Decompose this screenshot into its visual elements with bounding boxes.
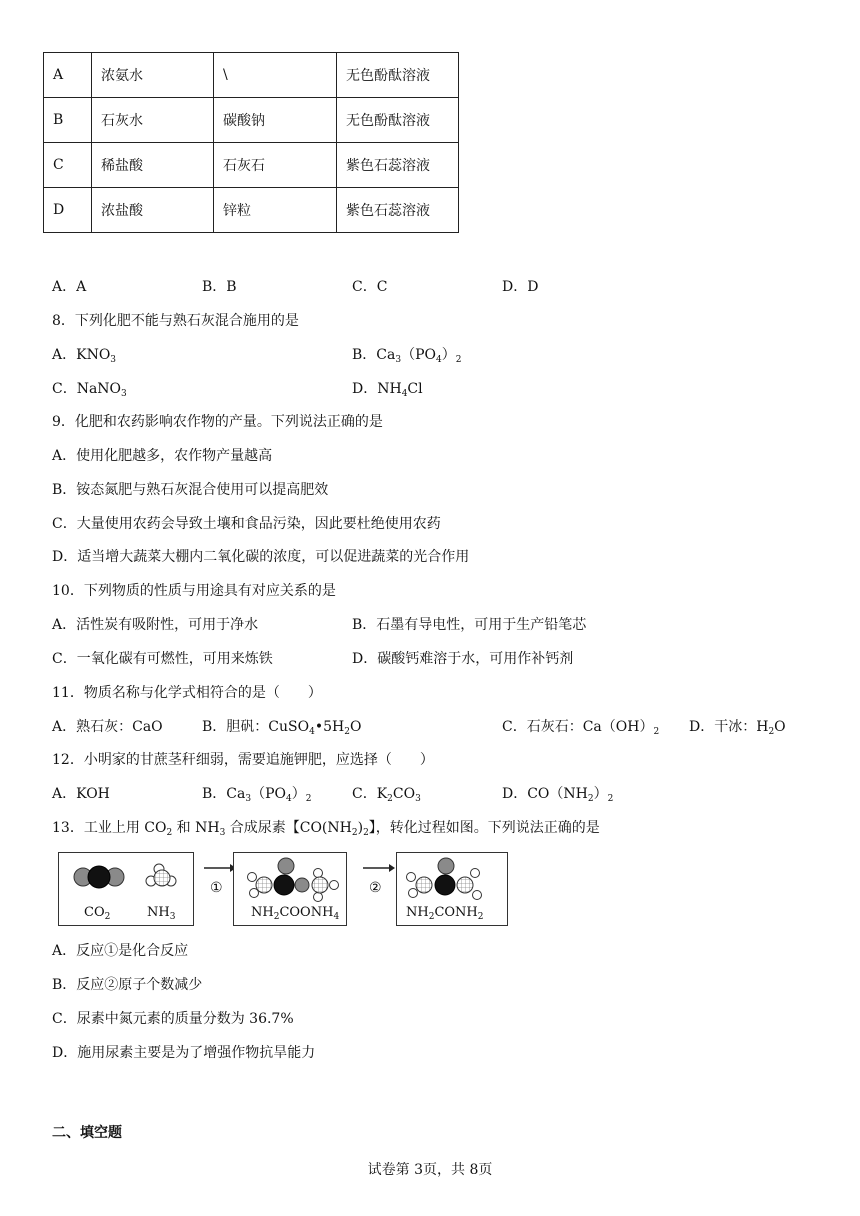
option-b[interactable]: B．胆矾：$CuSO_4•5H_2O$: [202, 719, 362, 737]
option-c[interactable]: C．一氧化碳有可燃性，可用来炼铁: [52, 651, 273, 667]
table-cell: 紫色石蕊溶液: [337, 143, 459, 188]
option-c[interactable]: C．C: [352, 279, 388, 295]
table-cell: \: [214, 53, 337, 98]
option-b[interactable]: B．B: [202, 279, 237, 295]
option-b[interactable]: B．石墨有导电性，可用于生产铅笔芯: [352, 617, 587, 633]
option-b[interactable]: B．铵态氮肥与熟石灰混合使用可以提高肥效: [52, 482, 329, 498]
option-a[interactable]: A．使用化肥越多，农作物产量越高: [52, 448, 273, 464]
question8-stem: 8．下列化肥不能与熟石灰混合施用的是: [52, 313, 299, 329]
option-d[interactable]: D．适当增大蔬菜大棚内二氧化碳的浓度，可以促进蔬菜的光合作用: [52, 549, 470, 565]
table-row: [44, 53, 459, 98]
option-c[interactable]: C．尿素中氮元素的质量分数为 36.7%: [52, 1011, 294, 1027]
table-cell: 石灰石: [214, 143, 337, 188]
question12-stem: 12．小明家的甘蔗茎秆细弱，需要追施钾肥，应选择（ ）: [52, 752, 434, 768]
option-a[interactable]: A．反应①是化合反应: [52, 943, 189, 959]
urea-label: $NH_2CONH_2$: [406, 905, 484, 922]
option-d[interactable]: D．施用尿素主要是为了增强作物抗旱能力: [52, 1045, 316, 1061]
nh2coonh4-molecule-icon: [234, 855, 346, 905]
product-box: [396, 852, 508, 926]
table-cell: 浓盐酸: [92, 188, 214, 233]
option-b[interactable]: B．$Ca_3(PO_4)_2$: [202, 786, 312, 804]
question7-table: [43, 52, 459, 233]
nh2coonh4-label: $NH_2COONH_4$: [251, 905, 340, 922]
section-heading: 二、填空题: [52, 1125, 122, 1141]
question9-stem: 9．化肥和农药影响农作物的产量。下列说法正确的是: [52, 414, 383, 430]
page-footer: 试卷第 3页，共 8页: [367, 1162, 493, 1178]
table-cell: 锌粒: [214, 188, 337, 233]
option-c[interactable]: C．NaNO$_3$: [52, 381, 127, 399]
option-a[interactable]: A．$KNO_3$: [52, 347, 117, 365]
table-row: [44, 98, 459, 143]
option-a[interactable]: A．活性炭有吸附性，可用于净水: [52, 617, 259, 633]
table-cell: 石灰水: [92, 98, 214, 143]
question10-stem: 10．下列物质的性质与用途具有对应关系的是: [52, 583, 336, 599]
option-c[interactable]: C．$K_2CO_3$: [352, 786, 421, 804]
arrow-right-icon: [204, 862, 236, 874]
table-cell: A: [44, 53, 92, 98]
option-d[interactable]: D．D: [502, 279, 539, 295]
option-c[interactable]: C．大量使用农药会导致土壤和食品污染，因此要杜绝使用农药: [52, 516, 441, 532]
question11-stem: 11．物质名称与化学式相符合的是（ ）: [52, 685, 322, 701]
step2-label: ②: [369, 880, 382, 896]
table-cell: 紫色石蕊溶液: [337, 188, 459, 233]
question13-stem: 13．工业上用 $CO_2$ 和 $NH_3$ 合成尿素【$CO(NH_2)_2$】，转化过程如图。下列说法正确的是: [52, 820, 600, 838]
table-cell: 碳酸钠: [214, 98, 337, 143]
option-a[interactable]: A．KOH: [52, 786, 110, 802]
co2-label: $CO_2$: [84, 905, 111, 922]
option-d[interactable]: D．$NH_4Cl$: [352, 381, 423, 399]
table-cell: B: [44, 98, 92, 143]
option-d[interactable]: D．干冰：$H_2O$: [689, 719, 786, 737]
option-d[interactable]: D．碳酸钙难溶于水，可用作补钙剂: [352, 651, 574, 667]
table-row: [44, 188, 459, 233]
option-b[interactable]: B．$Ca_3(PO_4)_2$: [352, 347, 462, 365]
arrow-right-icon: [363, 862, 395, 874]
table-cell: 无色酚酞溶液: [337, 98, 459, 143]
option-b[interactable]: B．反应②原子个数减少: [52, 977, 203, 993]
option-d[interactable]: D．$CO(NH_2)_2$: [502, 786, 614, 804]
table-cell: C: [44, 143, 92, 188]
table-cell: 稀盐酸: [92, 143, 214, 188]
table-row: [44, 143, 459, 188]
option-c[interactable]: C．石灰石：$Ca(OH)_2$: [502, 719, 660, 737]
option-a[interactable]: A．熟石灰：CaO: [52, 719, 163, 735]
intermediate-box: [233, 852, 347, 926]
table-cell: 浓氨水: [92, 53, 214, 98]
reactants-box: [58, 852, 194, 926]
co2-nh3-molecules-icon: [59, 857, 193, 907]
nh3-label: $NH_3$: [147, 905, 176, 922]
table-cell: 无色酚酞溶液: [337, 53, 459, 98]
step1-label: ①: [210, 880, 223, 896]
table-cell: D: [44, 188, 92, 233]
option-a[interactable]: A．A: [52, 279, 87, 295]
urea-molecule-icon: [397, 855, 507, 905]
